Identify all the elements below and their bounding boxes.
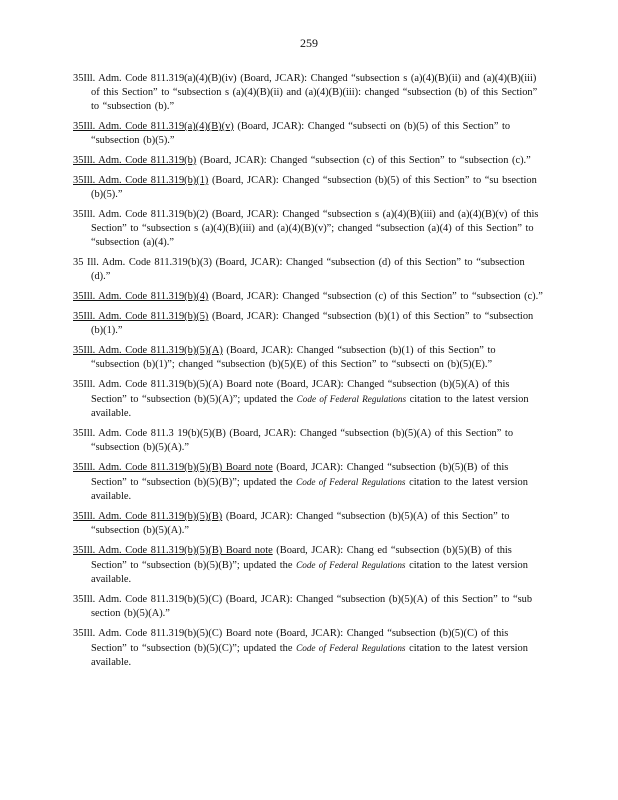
code-reference: 35Ill. Adm. Code 811.319(b)(5)(C) bbox=[73, 628, 223, 639]
page-number: 259 bbox=[300, 36, 318, 50]
code-reference: 35Ill. Adm. Code 811.319(b)(4) bbox=[73, 291, 209, 302]
change-description: (Board, JCAR): Changed “subsection (b)(5) of this Section” to “su bsection (b)(5).” bbox=[91, 175, 537, 200]
change-description: (Board, JCAR): Changed “subsection (b)(5)(A) of this Section” to “subsection (b)(5)(A).” bbox=[91, 428, 514, 453]
change-description: (Board, JCAR): Changed “subsection (c) of this Section” to “subsection (c).” bbox=[196, 155, 531, 166]
code-reference: 35Ill. Adm. Code 811.319(b)(1) bbox=[73, 175, 209, 186]
change-description: Board note (Board, JCAR): Changed “subsection (b)(5)(C) of this Section” to “subsection (b)(5)(C)”; updated the bbox=[91, 628, 509, 654]
code-reference: 35Ill. Adm. Code 811.319(b) bbox=[73, 155, 197, 166]
code-reference: 35Ill. Adm. Code 811.319(b)(5) bbox=[73, 311, 209, 322]
change-description: (Board, JCAR): Changed “subsecti on (b)(5) of this Section” to “subsection (b)(5).” bbox=[91, 121, 511, 146]
amendment-entry bbox=[73, 154, 543, 168]
amendment-entry bbox=[73, 174, 543, 202]
change-description-end: citation to the latest version available. bbox=[91, 560, 528, 585]
amendment-entry bbox=[73, 208, 543, 250]
change-description: (Board, JCAR): Changed “subsection (b)(5)(A) of this Section” to “subsection (b)(5)(A).” bbox=[91, 511, 510, 536]
code-reference: 35Ill. Adm. Code 811.319(b)(5)(C) bbox=[73, 594, 223, 605]
amendment-entry bbox=[73, 310, 543, 338]
amendment-entry bbox=[73, 72, 543, 114]
code-reference: 35Ill. Adm. Code 811.319(a)(4)(B)(iv) bbox=[73, 73, 237, 84]
code-reference: 35Ill. Adm. Code 811.319(a)(4)(B)(v) bbox=[73, 121, 234, 132]
code-reference: 35Ill. Adm. Code 811.3 19(b)(5)(B) bbox=[73, 428, 226, 439]
amendment-entry bbox=[73, 461, 543, 504]
change-description: (Board, JCAR): Changed “subsection s (a)(4)(B)(iii) and (a)(4)(B)(v) of this Section” to “subsection s (a)(4)(B)(iii) and (a)(4)(B)(v)”; changed “subsection (a)(4) of this Section” to “subsection (a)(4).” bbox=[91, 209, 539, 248]
cfr-title: Code of Federal Regulations bbox=[296, 643, 406, 653]
change-description-end: citation to the latest version available. bbox=[91, 643, 528, 668]
amendment-list bbox=[73, 72, 543, 676]
code-reference: 35Ill. Adm. Code 811.319(b)(5)(B) Board note bbox=[73, 545, 273, 556]
amendment-entry bbox=[73, 627, 543, 670]
amendment-entry bbox=[73, 510, 543, 538]
change-description: (Board, JCAR): Changed “subsection (b)(5)(A) of this Section” to “sub section (b)(5)(A).” bbox=[91, 594, 533, 619]
change-description: (Board, JCAR): Changed “subsection (b)(1) of this Section” to “subsection (b)(1)”; changed “subsection (b)(5)(E) of this Section” to “subsecti on (b)(5)(E).” bbox=[91, 345, 496, 370]
amendment-entry bbox=[73, 344, 543, 372]
amendment-entry bbox=[73, 593, 543, 621]
code-reference: 35Ill. Adm. Code 811.319(b)(5)(B) bbox=[73, 511, 223, 522]
change-description-end: citation to the latest version available. bbox=[91, 477, 528, 502]
change-description: Board note (Board, JCAR): Changed “subsection (b)(5)(A) of this Section” to “subsection (b)(5)(A)”; updated the bbox=[91, 379, 510, 405]
change-description: (Board, JCAR): Changed “subsection s (a)(4)(B)(ii) and (a)(4)(B)(iii) of this Section” to “subsection s (a)(4)(B)(ii) and (a)(4)(B)(iii): changed “subsection (b) of this Section” to “subsection (b).” bbox=[91, 73, 538, 112]
amendment-entry bbox=[73, 378, 543, 421]
amendment-entry bbox=[73, 120, 543, 148]
change-description: (Board, JCAR): Changed “subsection (c) of this Section” to “subsection (c).” bbox=[208, 291, 543, 302]
code-reference: 35 Ill. Adm. Code 811.319(b)(3) bbox=[73, 257, 212, 268]
amendment-entry bbox=[73, 427, 543, 455]
cfr-title: Code of Federal Regulations bbox=[296, 394, 407, 404]
code-reference: 35Ill. Adm. Code 811.319(b)(5)(A) bbox=[73, 379, 223, 390]
code-reference: 35Ill. Adm. Code 811.319(b)(5)(A) bbox=[73, 345, 223, 356]
amendment-entry bbox=[73, 256, 543, 284]
code-reference: 35Ill. Adm. Code 811.319(b)(2) bbox=[73, 209, 209, 220]
cfr-title: Code of Federal Regulations bbox=[296, 560, 406, 570]
change-description: (Board, JCAR): Changed “subsection (b)(1) of this Section” to “subsection (b)(1).” bbox=[91, 311, 534, 336]
change-description: (Board, JCAR): Changed “subsection (d) of this Section” to “subsection (d).” bbox=[91, 257, 525, 282]
amendment-entry bbox=[73, 290, 543, 304]
code-reference: 35Ill. Adm. Code 811.319(b)(5)(B) Board note bbox=[73, 462, 273, 473]
cfr-title: Code of Federal Regulations bbox=[296, 477, 406, 487]
change-description-end: citation to the latest version available. bbox=[91, 394, 529, 419]
amendment-entry bbox=[73, 544, 543, 587]
change-description: (Board, JCAR): Changed “subsection (b)(5)(B) of this Section” to “subsection (b)(5)(B)”; updated the bbox=[91, 462, 509, 488]
change-description: (Board, JCAR): Chang ed “subsection (b)(5)(B) of this Section” to “subsection (b)(5)(B)”; updated the bbox=[91, 545, 512, 571]
